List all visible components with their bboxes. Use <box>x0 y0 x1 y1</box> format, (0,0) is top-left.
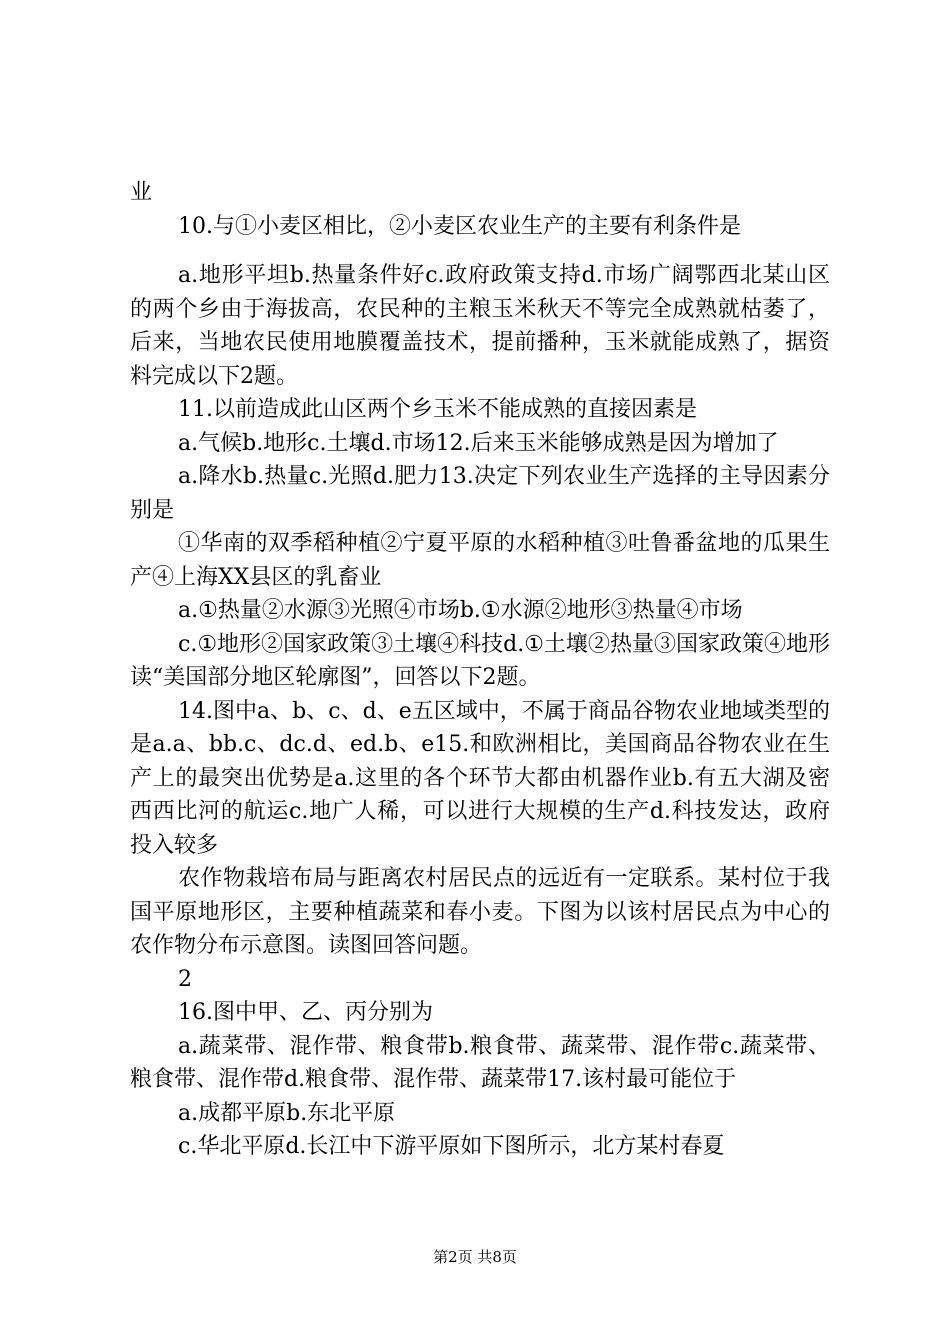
question-16: 16.图中甲、乙、丙分别为 <box>178 1000 433 1025</box>
question-13-options-cd: c.①地形②国家政策③土壤④科技d.①土壤②热量③国家政策④地形读“美国部分地区轮廓图”，回答以下2题。 <box>130 631 830 690</box>
question-10-options: a.地形平坦b.热量条件好c.政府政策支持d.市场广阔鄂西北某山区的两个乡由于海拔高，农民种的主粮玉米秋天不等完全成熟就枯萎了，后来，当地农民使用地膜覆盖技术，提前播种，玉米就能成熟了，据资料完成以下2题。 <box>130 263 830 389</box>
question-16-options: a.蔬菜带、混作带、粮食带b.粮食带、蔬菜带、混作带c.蔬菜带、粮食带、混作带d.粮食带、混作带、蔬菜带17.该村最可能位于 <box>130 1033 830 1092</box>
question-11-options: a.气候b.地形c.土壤d.市场12.后来玉米能够成熟是因为增加了 <box>178 430 779 456</box>
figure-placeholder: 2 <box>178 966 192 992</box>
paragraph-0: 业 <box>130 180 153 205</box>
question-11: 11.以前造成此山区两个乡玉米不能成熟的直接因素是 <box>178 397 697 422</box>
question-10: 10.与①小麦区相比，②小麦区农业生产的主要有利条件是 <box>178 213 741 239</box>
question-14-15: 14.图中a、b、c、d、e五区域中，不属于商品谷物农业地域类型的是a.a、bb.c、dc.d、ed.b、e15.和欧洲相比，美国商品谷物农业在生产上的最突出优势是a.这里的各个环节大都由机器作业b.有五大湖及密西西比河的航运c.地广人稀，可以进行大规模的生产d.科技发达，政府投入较多 <box>130 698 830 858</box>
question-17-options-ab: a.成都平原b.东北平原 <box>178 1100 396 1126</box>
document-body <box>130 176 830 1164</box>
question-13-items: ①华南的双季稻种植②宁夏平原的水稻种植③吐鲁番盆地的瓜果生产④上海XX县区的乳畜业 <box>130 531 830 590</box>
question-13-options-ab: a.①热量②水源③光照④市场b.①水源②地形③热量④市场 <box>178 598 743 623</box>
page-footer: 第2页 共8页 <box>433 1248 517 1266</box>
question-12-options: a.降水b.热量c.光照d.肥力13.决定下列农业生产选择的主导因素分别是 <box>130 464 830 523</box>
question-17-options-cd: c.华北平原d.长江中下游平原如下图所示，北方某村春夏 <box>178 1134 725 1159</box>
passage-village: 农作物栽培布局与距离农村居民点的远近有一定联系。某村位于我国平原地形区，主要种植蔬菜和春小麦。下图为以该村居民点为中心的农作物分布示意图。读图回答问题。 <box>130 866 830 958</box>
